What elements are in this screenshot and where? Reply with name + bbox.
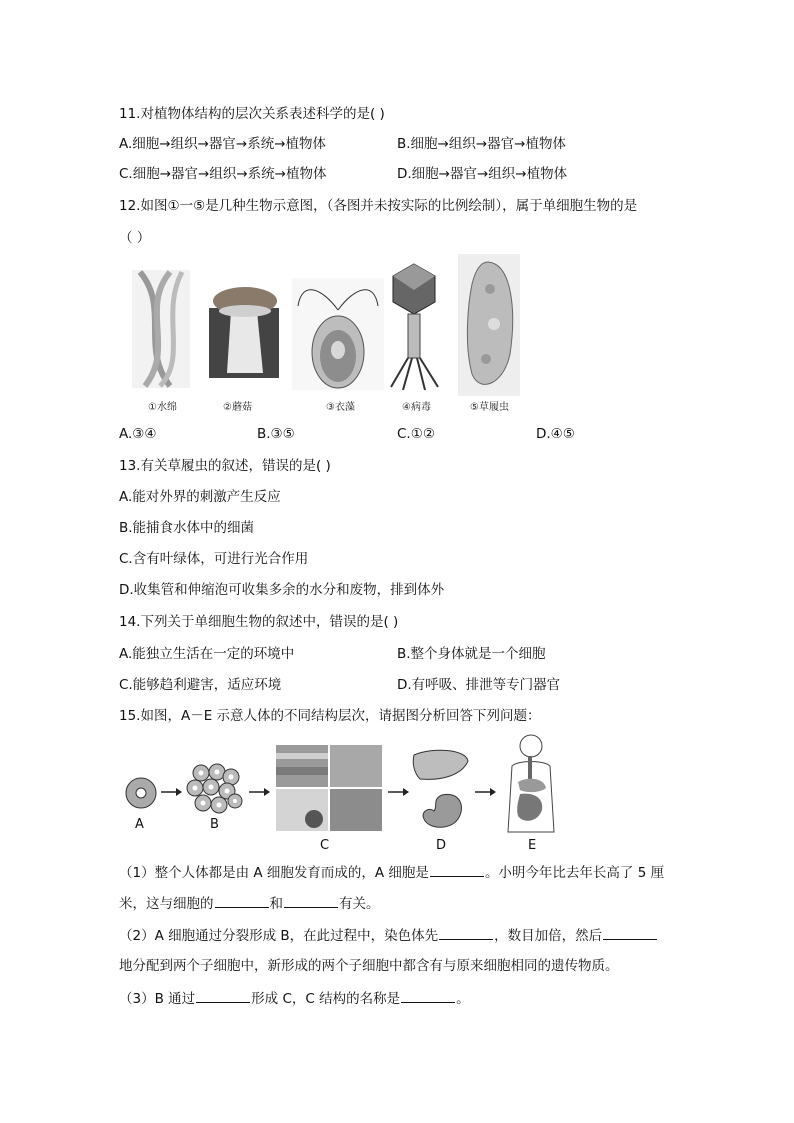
arrow-icon <box>387 786 409 798</box>
q12-paren: （ ） <box>119 230 151 246</box>
q11-option-d: D.细胞→器官→组织→植物体 <box>397 166 568 182</box>
q11-stem: 11.对植物体结构的层次关系表述科学的是( ) <box>119 106 385 122</box>
q14-option-a: A.能独立生活在一定的环境中 <box>119 646 295 662</box>
q15-part3-text-b: 形成 C，C 结构的名称是 <box>251 991 401 1007</box>
answer-blank[interactable] <box>430 863 484 877</box>
q14-stem: 14.下列关于单细胞生物的叙述中，错误的是( ) <box>119 614 399 630</box>
q15-part1-text-b: 。小明今年比去年长高了 5 厘 <box>484 865 665 881</box>
q15-part2-line2: 地分配到两个子细胞中，新形成的两个子细胞中都含有与原来细胞相同的遗传物质。 <box>119 958 619 974</box>
q14-option-b: B.整个身体就是一个细胞 <box>397 646 546 662</box>
arrow-icon <box>248 786 270 798</box>
answer-blank[interactable] <box>196 989 250 1003</box>
q15-part2-line1 <box>119 926 658 945</box>
q15-part3-text-a: （3）B 通过 <box>119 991 196 1007</box>
caption-mushroom: ②蘑菇 <box>223 402 252 413</box>
q11-option-a: A.细胞→组织→器官→系统→植物体 <box>119 136 327 152</box>
answer-blank[interactable] <box>284 894 338 908</box>
q12-option-c: C.①② <box>397 426 435 442</box>
label-a: A <box>135 817 144 832</box>
q12-stem: 12.如图①一⑤是几种生物示意图，（各图并未按实际的比例绘制），属于单细胞生物的是 <box>119 198 638 214</box>
caption-virus: ④病毒 <box>402 402 431 413</box>
label-c: C <box>320 838 330 853</box>
q14-option-d: D.有呼吸、排泄等专门器官 <box>397 677 561 693</box>
answer-blank[interactable] <box>439 926 493 940</box>
answer-blank[interactable] <box>215 894 269 908</box>
cell-cluster-b-image <box>185 763 245 815</box>
q11-option-b: B.细胞→组织→器官→植物体 <box>397 136 566 152</box>
q15-part1-line2 <box>119 894 380 913</box>
q15-part3-line <box>119 989 470 1008</box>
q13-stem: 13.有关草履虫的叙述，错误的是( ) <box>119 458 331 474</box>
paramecium-image <box>458 254 520 396</box>
spirogyra-image <box>130 268 192 390</box>
cell-a-image <box>124 776 158 810</box>
caption-spirogyra: ①水绵 <box>148 402 177 413</box>
q15-part3-text-c: 。 <box>456 991 470 1007</box>
tissues-c-image <box>276 745 382 831</box>
human-body-e-image <box>498 732 564 836</box>
caption-paramecium: ⑤草履虫 <box>470 402 509 413</box>
arrow-icon <box>474 786 496 798</box>
answer-blank[interactable] <box>401 989 455 1003</box>
q14-option-c: C.能够趋利避害，适应环境 <box>119 677 282 693</box>
q12-option-b: B.③⑤ <box>257 426 295 442</box>
mushroom-image <box>209 283 279 378</box>
answer-blank[interactable] <box>603 926 657 940</box>
q13-option-b: B.能捕食水体中的细菌 <box>119 520 255 536</box>
virus-image <box>387 262 442 392</box>
q15-part1-line1 <box>119 863 664 882</box>
q15-stem: 15.如图，A－E 示意人体的不同结构层次，请据图分析回答下列问题： <box>119 708 541 724</box>
q15-part1-text-d: 和 <box>269 896 283 912</box>
q15-part1-text-c: 米，这与细胞的 <box>119 896 214 912</box>
q12-option-a: A.③④ <box>119 426 157 442</box>
q13-option-a: A.能对外界的刺激产生反应 <box>119 489 281 505</box>
organs-d-image <box>412 745 470 833</box>
caption-chlamydomonas: ③衣藻 <box>326 402 355 413</box>
q15-part2-text-b: ，数目加倍，然后 <box>494 928 603 944</box>
q15-part2-text-a: （2）A 细胞通过分裂形成 B，在此过程中，染色体先 <box>119 928 439 944</box>
arrow-icon <box>160 786 182 798</box>
q15-part1-text-e: 有关。 <box>339 896 380 912</box>
q15-part1-text-a: （1）整个人体都是由 A 细胞发育而成的，A 细胞是 <box>119 865 429 881</box>
label-b: B <box>210 817 219 832</box>
q11-option-c: C.细胞→器官→组织→系统→植物体 <box>119 166 327 182</box>
label-e: E <box>528 838 537 853</box>
q13-option-d: D.收集管和伸缩泡可收集多余的水分和废物，排到体外 <box>119 582 445 598</box>
q12-option-d: D.④⑤ <box>536 426 575 442</box>
label-d: D <box>436 838 447 853</box>
q13-option-c: C.含有叶绿体，可进行光合作用 <box>119 551 309 567</box>
chlamydomonas-image <box>292 278 384 390</box>
